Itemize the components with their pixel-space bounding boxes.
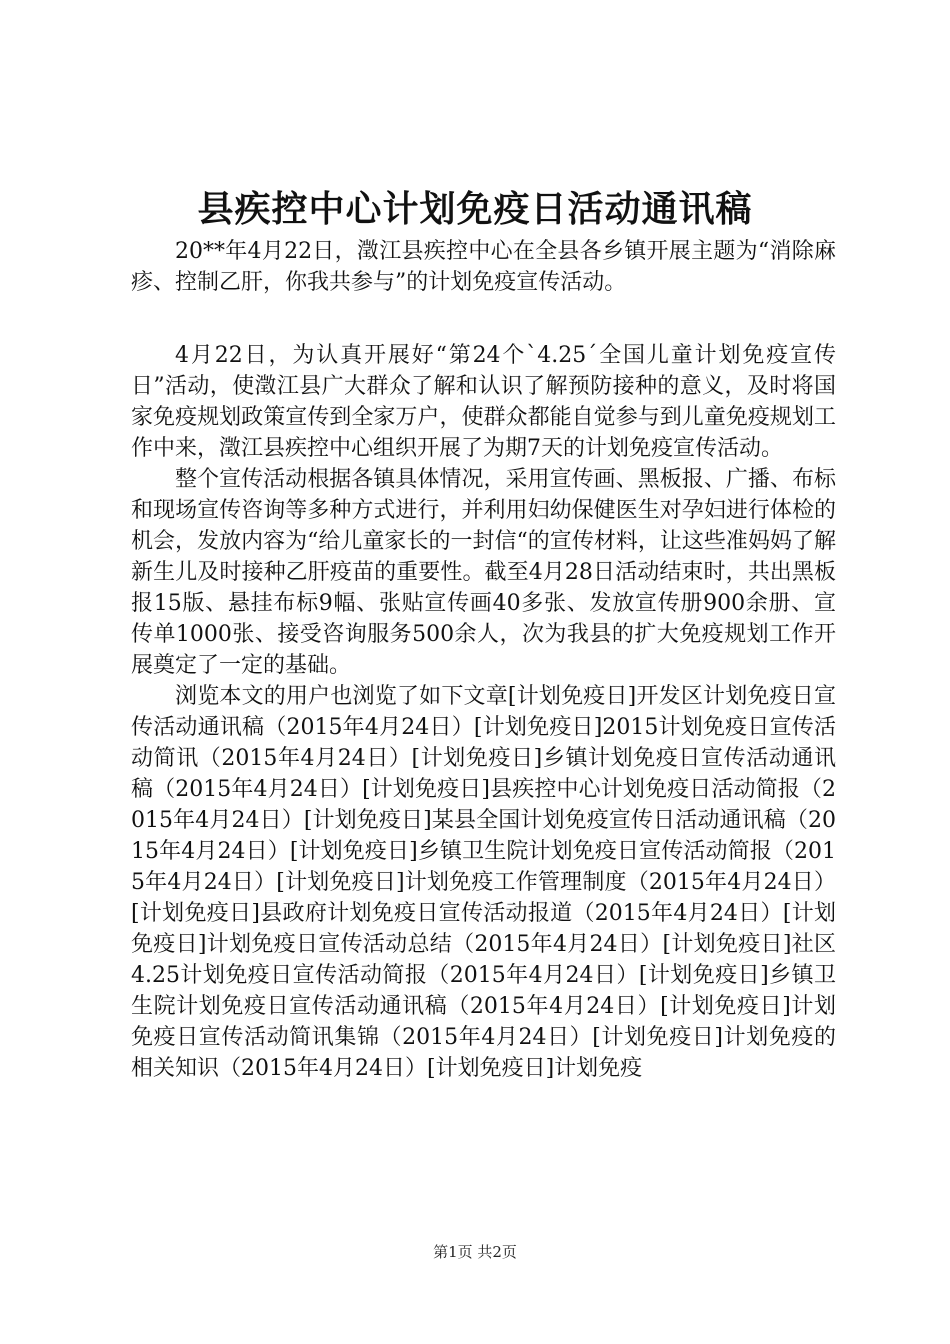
paragraph-activities: 整个宣传活动根据各镇具体情况，采用宣传画、黑板报、广播、布标和现场宣传咨询等多种方式进行，并利用妇幼保健医生对孕妇进行体检的机会，发放内容为“给儿童家长的一封信“的宣传材料，让这些准妈妈了解新生儿及时接种乙肝疫苗的重要性。截至4月28日活动结束时，共出黑板报15版、悬挂布标9幅、张贴宣传画40多张、发放宣传册900余册、宣传单1000张、接受咨询服务500余人，次为我县的扩大免疫规划工作开展奠定了一定的基础。 — [131, 467, 836, 678]
document-body — [131, 236, 836, 1084]
page-footer: 第1页 共2页 — [433, 1243, 517, 1261]
paragraph-event: 4月22日，为认真开展好“第24个`4.25´全国儿童计划免疫宣传日”活动，使澂江县广大群众了解和认识了解预防接种的意义，及时将国家免疫规划政策宣传到全家万户，使群众都能自觉参与到儿童免疫规划工作中来，澂江县疾控中心组织开展了为期7天的计划免疫宣传活动。 — [131, 343, 836, 461]
paragraph-gap — [131, 298, 836, 340]
document-title: 县疾控中心计划免疫日活动通讯稿 — [197, 188, 753, 230]
paragraph-related-articles: 浏览本文的用户也浏览了如下文章[计划免疫日]开发区计划免疫日宣传活动通讯稿（2015年4月24日）[计划免疫日]2015计划免疫日宣传活动简讯（2015年4月24日）[计划免疫日]乡镇计划免疫日宣传活动通讯稿（2015年4月24日）[计划免疫日]县疾控中心计划免疫日活动简报（2015年4月24日）[计划免疫日]某县全国计划免疫宣传日活动通讯稿（2015年4月24日）[计划免疫日]乡镇卫生院计划免疫日宣传活动简报（2015年4月24日）[计划免疫日]计划免疫工作管理制度（2015年4月24日）[计划免疫日]县政府计划免疫日宣传活动报道（2015年4月24日）[计划免疫日]计划免疫日宣传活动总结（2015年4月24日）[计划免疫日]社区4.25计划免疫日宣传活动简报（2015年4月24日）[计划免疫日]乡镇卫生院计划免疫日宣传活动通讯稿（2015年4月24日）[计划免疫日]计划免疫日宣传活动简讯集锦（2015年4月24日）[计划免疫日]计划免疫的相关知识（2015年4月24日）[计划免疫日]计划免疫 — [131, 684, 836, 1081]
paragraph-intro: 20**年4月22日，澂江县疾控中心在全县各乡镇开展主题为“消除麻疹、控制乙肝，你我共参与”的计划免疫宣传活动。 — [131, 239, 836, 295]
